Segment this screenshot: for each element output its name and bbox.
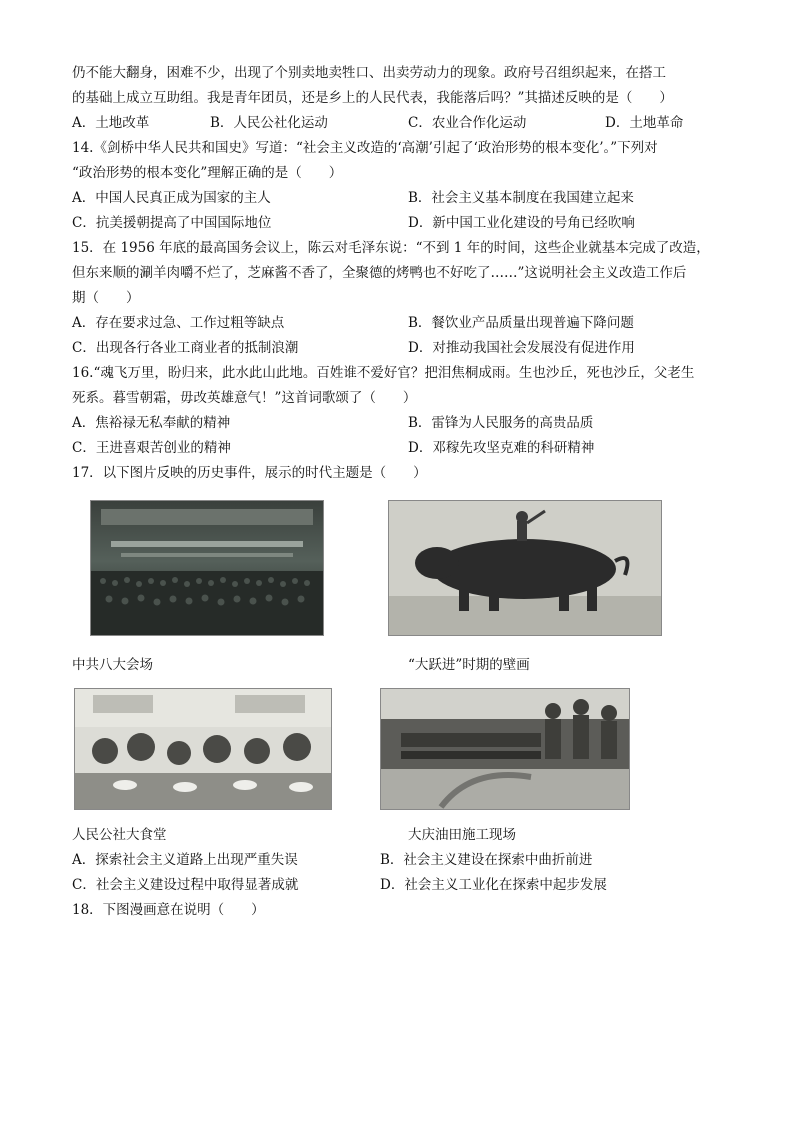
q16-option-d: D．邓稼先攻坚克难的科研精神 bbox=[408, 440, 595, 456]
q16-option-c: C．王进喜艰苦创业的精神 bbox=[72, 440, 231, 456]
q14-option-a: A．中国人民真正成为国家的主人 bbox=[72, 190, 271, 206]
caption-great-leap-mural: “大跃进”时期的壁画 bbox=[408, 657, 530, 673]
photo-great-leap-mural bbox=[388, 500, 662, 636]
q14-option-b: B．社会主义基本制度在我国建立起来 bbox=[408, 190, 634, 206]
q15-stem-line1: 15．在 1956 年底的最高国务会议上，陈云对毛泽东说：“不到 1 年的时间，这些企业就基本完成了改造， bbox=[72, 240, 710, 256]
photo-party-congress-hall bbox=[90, 500, 324, 636]
q15-stem-line3: 期（ ） bbox=[72, 290, 140, 306]
q16-stem-line1: 16.“魂飞万里，盼归来，此水此山此地。百姓谁不爱好官？把泪焦桐成雨。生也沙丘，死也沙丘，父老生 bbox=[72, 365, 695, 381]
q15-option-b: B．餐饮业产品质量出现普遍下降问题 bbox=[408, 315, 634, 331]
q15-option-d: D．对推动我国社会发展没有促进作用 bbox=[408, 340, 635, 356]
caption-daqing-oilfield: 大庆油田施工现场 bbox=[408, 827, 516, 843]
q14-stem-line2: “政治形势的根本变化”理解正确的是（ ） bbox=[72, 165, 343, 181]
q15-option-a: A．存在要求过急、工作过粗等缺点 bbox=[72, 315, 285, 331]
q13-option-b: B．人民公社化运动 bbox=[210, 115, 328, 131]
photo-daqing-oilfield bbox=[380, 688, 630, 810]
q17-option-a: A．探索社会主义道路上出现严重失误 bbox=[72, 852, 298, 868]
q14-option-d: D．新中国工业化建设的号角已经吹响 bbox=[408, 215, 635, 231]
q17-option-c: C．社会主义建设过程中取得显著成就 bbox=[72, 877, 299, 893]
q17-option-d: D．社会主义工业化在探索中起步发展 bbox=[380, 877, 607, 893]
q14-stem-line1: 14.《剑桥中华人民共和国史》写道：“社会主义改造的‘高潮’引起了‘政治形势的根本变化’。”下列对 bbox=[72, 140, 658, 156]
q16-option-b: B．雷锋为人民服务的高贵品质 bbox=[408, 415, 594, 431]
q13-option-a: A．土地改革 bbox=[72, 115, 150, 131]
q13-stem-line1: 仍不能大翻身，困难不少，出现了个别卖地卖牲口、出卖劳动力的现象。政府号召组织起来，在搭工 bbox=[72, 65, 666, 81]
q15-stem-line2: 但东来顺的涮羊肉嚼不烂了，芝麻酱不香了，全聚德的烤鸭也不好吃了……”这说明社会主义改造工作后 bbox=[72, 265, 687, 281]
q16-stem-line2: 死系。暮雪朝霜，毋改英雄意气！”这首词歌颂了（ ） bbox=[72, 390, 417, 406]
q18-stem: 18．下图漫画意在说明（ ） bbox=[72, 902, 265, 918]
q16-option-a: A．焦裕禄无私奉献的精神 bbox=[72, 415, 231, 431]
photo-commune-canteen bbox=[74, 688, 332, 810]
q15-option-c: C．出现各行各业工商业者的抵制浪潮 bbox=[72, 340, 299, 356]
caption-party-congress: 中共八大会场 bbox=[72, 657, 153, 673]
q13-option-c: C．农业合作化运动 bbox=[408, 115, 527, 131]
q13-option-d: D．土地革命 bbox=[605, 115, 684, 131]
q13-stem-line2: 的基础上成立互助组。我是青年团员，还是乡上的人民代表，我能落后吗？”其描述反映的是（ ） bbox=[72, 90, 673, 106]
q17-option-b: B．社会主义建设在探索中曲折前进 bbox=[380, 852, 593, 868]
q17-stem: 17．以下图片反映的历史事件，展示的时代主题是（ ） bbox=[72, 465, 427, 481]
q14-option-c: C．抗美援朝提高了中国国际地位 bbox=[72, 215, 272, 231]
caption-commune-canteen: 人民公社大食堂 bbox=[72, 827, 167, 843]
